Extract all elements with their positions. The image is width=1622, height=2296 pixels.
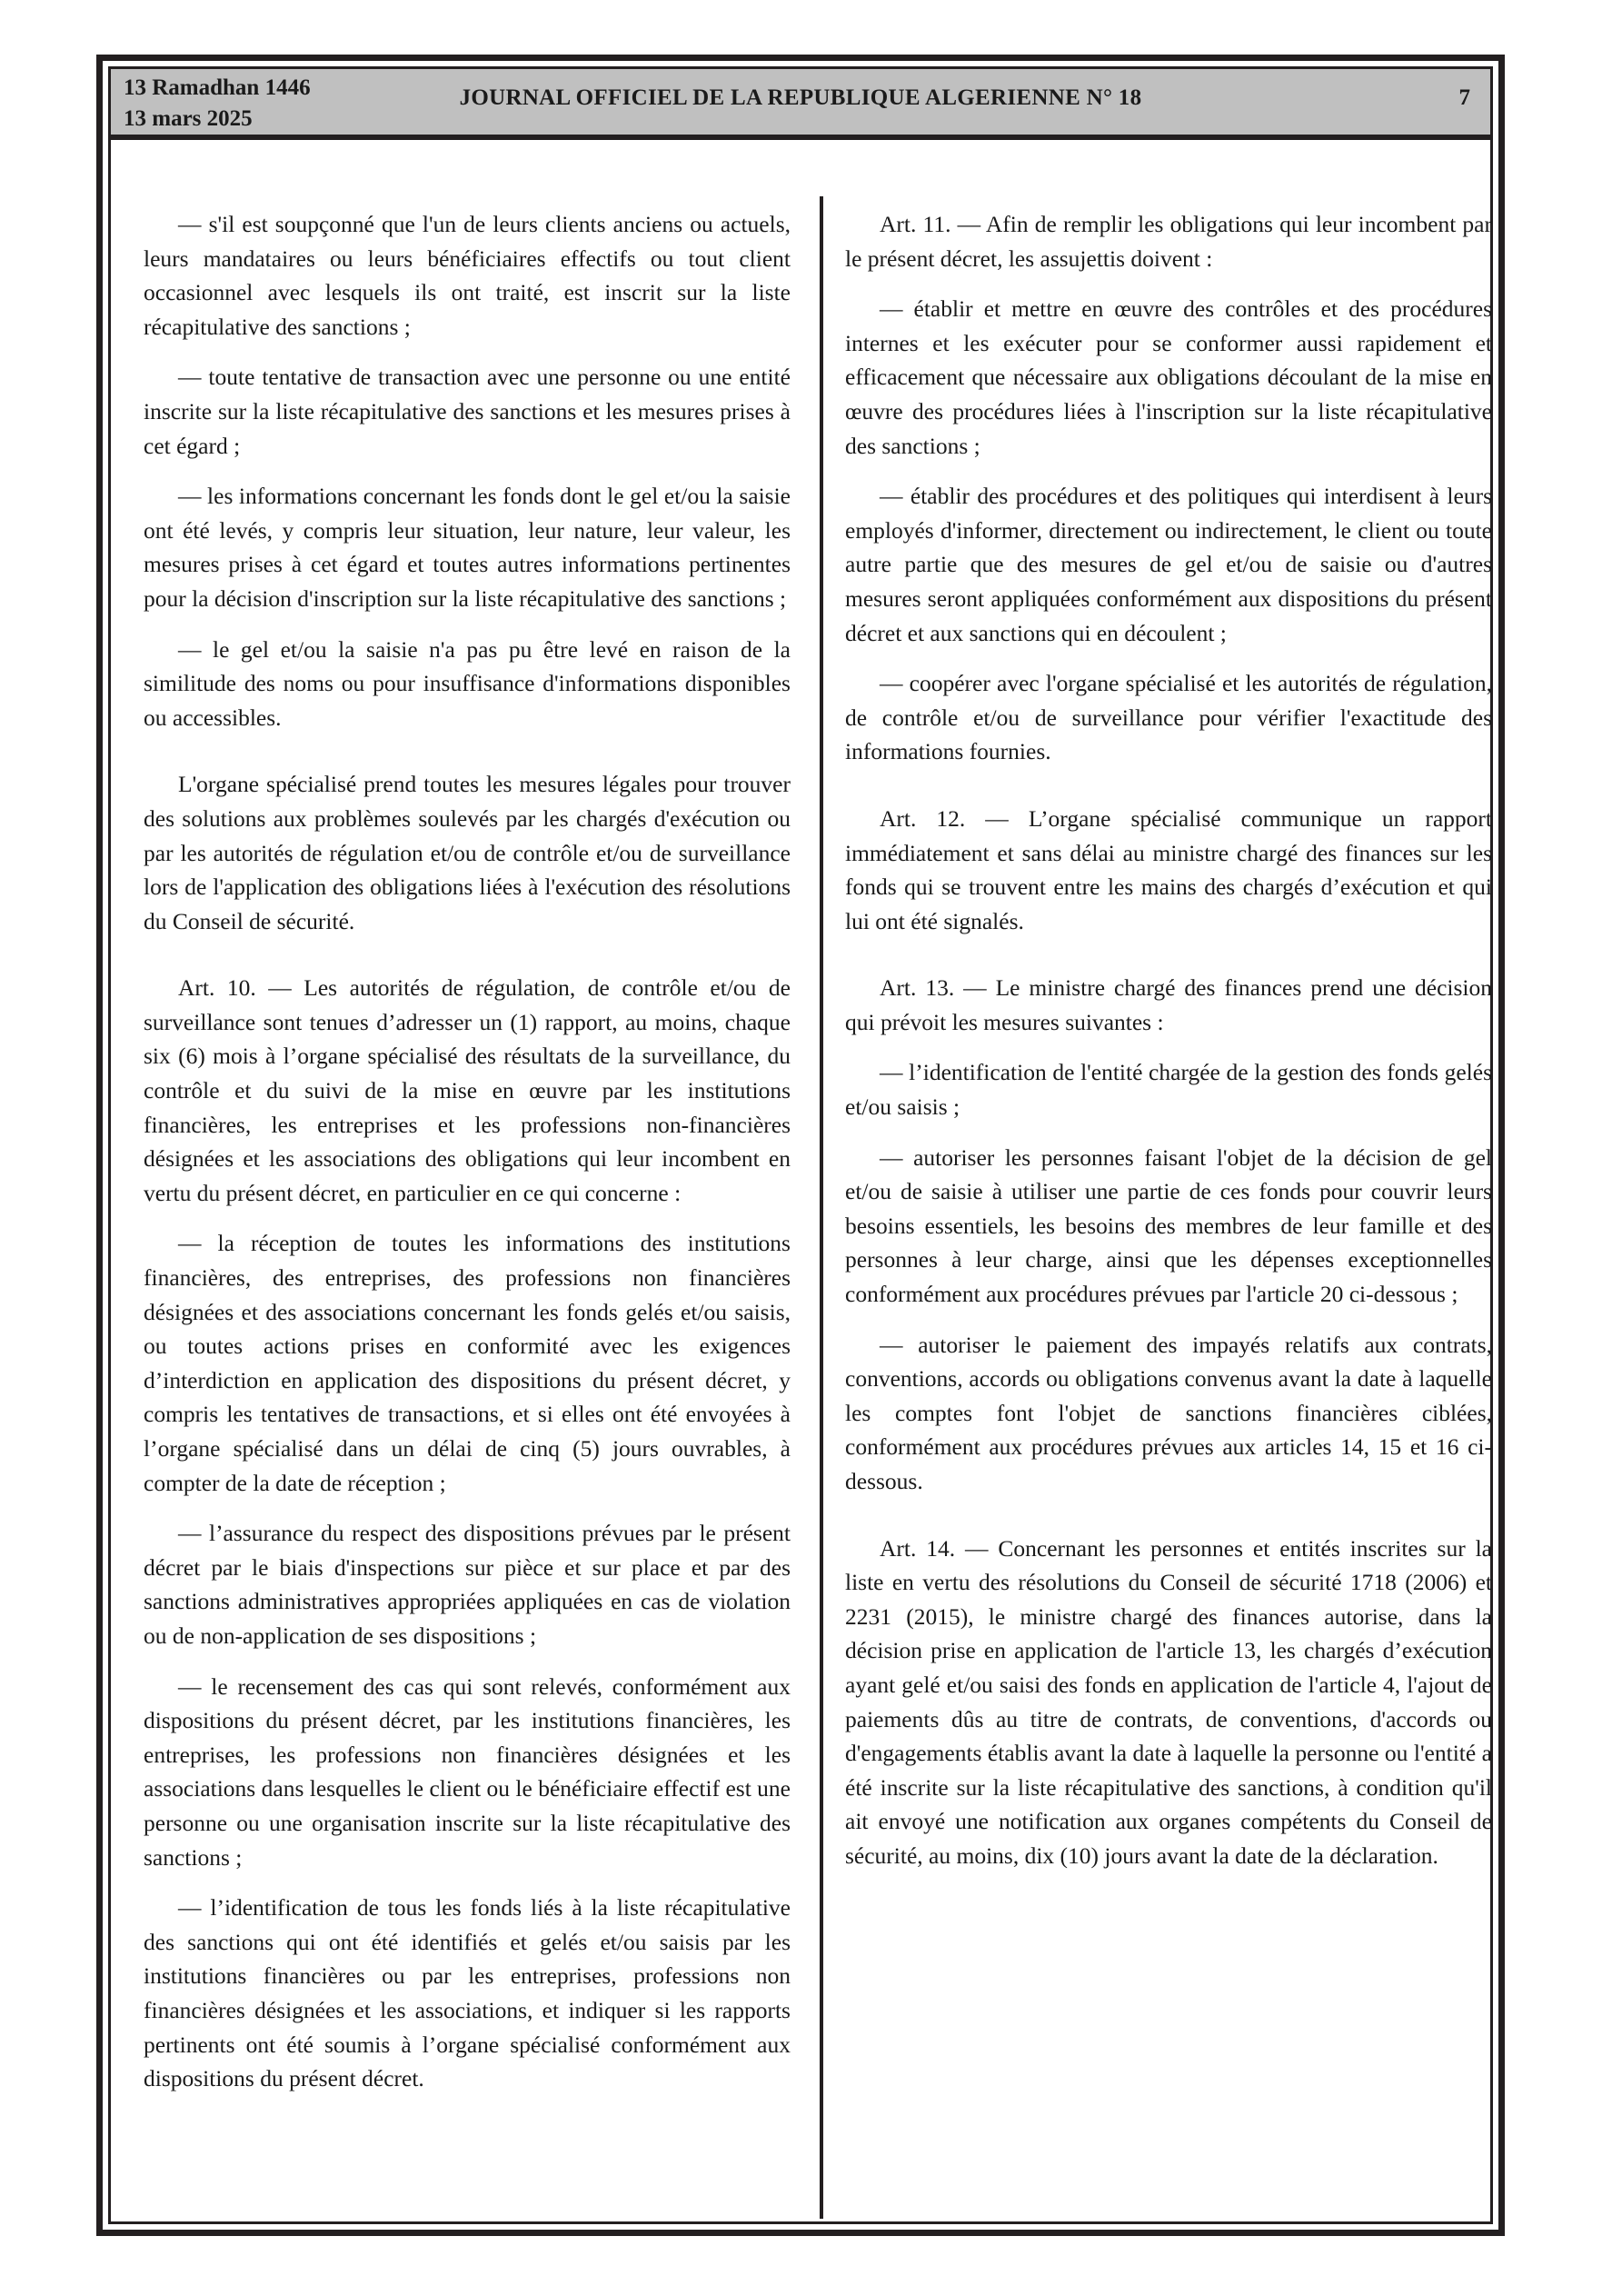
left-column <box>144 207 791 2112</box>
paragraph: — autoriser les personnes faisant l'objet de la décision de gel et/ou de saisie à utiliser une partie de ces fonds pour couvrir leurs besoins essentiels, les besoins des membres de leur famille et des personnes à leur charge, ainsi que les dépenses exceptionnelles conformément aux procédures prévues par l'article 20 ci-dessous ; <box>845 1143 1492 1308</box>
paragraph: — établir et mettre en œuvre des contrôles et des procédures internes et les exécuter pour se conformer aussi rapidement et efficacement que nécessaire aux obligations découlant de la mise en œuvre des procédures liées à l'inscription sur la liste récapitulative des sanctions ; <box>845 295 1492 459</box>
gregorian-date: 13 mars 2025 <box>124 106 253 131</box>
paragraph: — les informations concernant les fonds dont le gel et/ou la saisie ont été levés, y compris leur situation, leur nature, leur valeur, les mesures prises à cet égard et toutes autres informations pertinentes pour la décision d'inscription sur la liste récapitulative des sanctions ; <box>144 483 791 612</box>
article-11: Art. 11. — Afin de remplir les obligations qui leur incombent par le présent décret, les assujettis doivent : <box>845 211 1492 272</box>
article-10: Art. 10. — Les autorités de régulation, de contrôle et/ou de surveillance sont tenues d’adresser un (1) rapport, au moins, chaque six (6) mois à l’organe spécialisé des résultats de la surveillance, du contrôle et du suivi de la mise en œuvre par les institutions financières, les entreprises et les professions non-financières désignées et les associations des obligations qui leur incombent en vertu du présent décret, en particulier en ce qui concerne : <box>144 974 791 1206</box>
paragraph: — toute tentative de transaction avec une personne ou une entité inscrite sur la liste récapitulative des sanctions et les mesures prises à cet égard ; <box>144 364 791 459</box>
paragraph: — l’identification de tous les fonds liés à la liste récapitulative des sanctions qui ont été identifiés et gelés et/ou saisis par les institutions financières ou par les entreprises, professions non financières désignées et les associations, et indiquer si les rapports pertinents ont été soumis à l’organe spécialisé conformément aux dispositions du présent décret. <box>144 1894 791 2092</box>
paragraph: — l’identification de l'entité chargée de la gestion des fonds gelés et/ou saisis ; <box>845 1059 1492 1121</box>
article-14: Art. 14. — Concernant les personnes et entités inscrites sur la liste en vertu des résolutions du Conseil de sécurité 1718 (2006) et 2231 (2015), le ministre chargé des finances autorise, dans la décision prise en application de l'article 13, les chargés d’exécution ayant gelé et/ou saisi des fonds en application de l'article 4, l'ajout de paiements dûs au titre de contrats, de conventions, d'accords ou d'engagements établis avant la date à laquelle la personne ou l'entité a été inscrite sur la liste récapitulative des sanctions, à condition qu'il ait envoyé une notification aux organes compétents du Conseil de sécurité, au moins, dix (10) jours avant la date de la déclaration. <box>845 1534 1492 1869</box>
right-column <box>845 207 1492 1890</box>
page-number: 7 <box>1458 85 1470 110</box>
paragraph: — autoriser le paiement des impayés relatifs aux contrats, conventions, accords ou obligations convenus avant la date à laquelle les comptes font l'objet de sanctions financières ciblées, conformément aux procédures prévues aux articles 14, 15 et 16 ci-dessous. <box>845 1331 1492 1494</box>
page-inner-frame <box>108 66 1493 2224</box>
article-12: Art. 12. — L’organe spécialisé communique un rapport immédiatement et sans délai au ministre chargé des finances sur les fonds qui se trouvent entre les mains des chargés d’exécution et qui lui ont été signalés. <box>845 804 1492 934</box>
paragraph: — la réception de toutes les informations des institutions financières, des entreprises, des professions non financières désignées et des associations concernant les fonds gelés et/ou saisis, ou toutes actions prises en conformité avec les exigences d’interdiction en application des dispositions du présent décret, y compris les tentatives de transactions, et si elles ont été envoyées à l’organe spécialisé dans un délai de cinq (5) jours ouvrables, à compter de la date de réception ; <box>144 1230 791 1496</box>
hijri-date: 13 Ramadhan 1446 <box>124 75 311 100</box>
paragraph: — l’assurance du respect des dispositions prévues par le présent décret par le biais d'inspections sur pièce et sur place et par des sanctions administratives appropriées appliquées en cas de violation ou de non-application de ses dispositions ; <box>144 1520 791 1649</box>
paragraph: — le recensement des cas qui sont relevés, conformément aux dispositions du présent décret, par les institutions financières, les entreprises, les professions non financières désignées et les associations dans lesquelles le client ou le bénéficiaire effectif est une personne ou une organisation inscrite sur la liste récapitulative des sanctions ; <box>144 1672 791 1871</box>
journal-title: JOURNAL OFFICIEL DE LA REPUBLIQUE ALGERIENNE N° 18 <box>459 85 1142 110</box>
article-13: Art. 13. — Le ministre chargé des finances prend une décision qui prévoit les mesures suivantes : <box>845 974 1492 1035</box>
page-frame <box>96 55 1505 2236</box>
page-header <box>111 69 1490 140</box>
paragraph: — s'il est soupçonné que l'un de leurs clients anciens ou actuels, leurs mandataires ou leurs bénéficiaires effectifs ou tout client occasionnel avec lesquels ils ont traité, est inscrit sur la liste récapitulative des sanctions ; <box>144 211 791 340</box>
paragraph: — établir des procédures et des politiques qui interdisent à leurs employés d'informer, directement ou indirectement, le client ou toute autre partie que des mesures de gel et/ou de saisie ou d'autres mesures seront appliquées conformément aux dispositions du présent décret et aux sanctions qui en découlent ; <box>845 483 1492 646</box>
paragraph: L'organe spécialisé prend toutes les mesures légales pour trouver des solutions aux problèmes soulevés par les chargés d'exécution ou par les autorités de régulation et/ou de contrôle et/ou de surveillance lors de l'application des obligations liées à l'exécution des résolutions du Conseil de sécurité. <box>144 771 791 934</box>
column-divider <box>820 196 823 2219</box>
paragraph: — le gel et/ou la saisie n'a pas pu être levé en raison de la similitude des noms ou pour insuffisance d'informations disponibles ou accessibles. <box>144 635 791 731</box>
paragraph: — coopérer avec l'organe spécialisé et les autorités de régulation, de contrôle et/ou de surveillance pour vérifier l'exactitude des informations fournies. <box>845 670 1492 765</box>
